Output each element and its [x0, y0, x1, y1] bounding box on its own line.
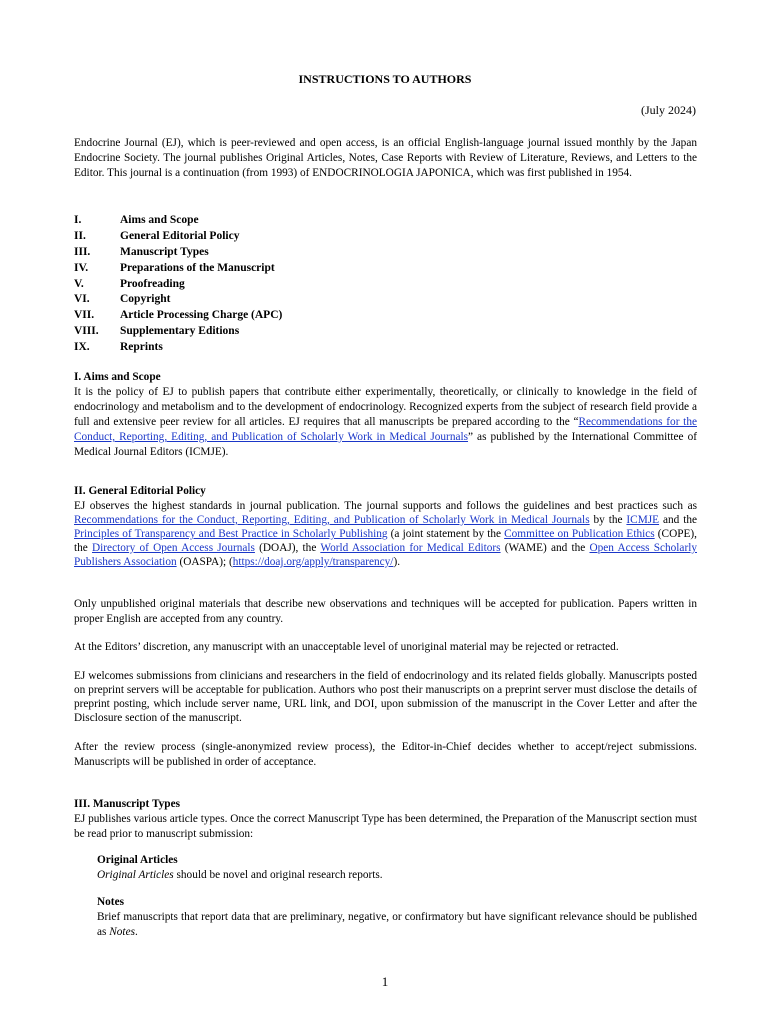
recommendations-link[interactable]: Recommendations for the Conduct, Reporting, Editing, and Publication of Scholarly Work in Medical Journals: [74, 514, 590, 526]
document-title: INSTRUCTIONS TO AUTHORS: [298, 72, 472, 86]
toc-item: II. General Editorial Policy: [74, 229, 240, 242]
notes-block: Notes Brief manuscripts that report data that are preliminary, negative, or confirmatory but have significant relevance should be published as Notes.: [97, 896, 697, 938]
policy-paragraph-2: Only unpublished original materials that describe new observations and techniques will be accepted for publication. Papers written in proper English are accepted from any country.: [74, 598, 697, 625]
cope-link[interactable]: Committee on Publication Ethics: [504, 528, 655, 540]
wame-link[interactable]: World Association for Medical Editors: [320, 542, 501, 554]
policy-paragraph-3: At the Editors’ discretion, any manuscript with an unacceptable level of unoriginal material may be rejected or retracted.: [74, 641, 619, 653]
policy-paragraph-5: After the review process (single-anonymized review process), the Editor-in-Chief decides whether to accept/reject submissions. Manuscripts will be published in order of acceptance.: [74, 741, 697, 768]
policy-paragraph-4: EJ welcomes submissions from clinicians and researchers in the field of endocrinology and its related fields globally. Manuscripts posted on preprint servers will be acceptable for publication. Authors who post their manuscripts on a preprint server must disclose the details of preprint posting, which include server name, URL link, and DOI, upon submission of the manuscript in the Cover Letter and after the Disclosure section of the manuscript.: [74, 670, 697, 724]
section-heading: I. Aims and Scope: [74, 371, 161, 383]
icmje-recommendations-link[interactable]: Recommendations for the Conduct, Reporting, Editing, and Publication of Scholarly Work in Medical Journals: [74, 416, 697, 443]
section-aims-scope: I. Aims and Scope It is the policy of EJ to publish papers that contribute either experimentally, theoretically, or clinically to knowledge in the field of endocrinology and metabolism and to the development of endocrinology. Recognized experts from the subject of research field provide a full and extensive peer review for all articles. EJ requires that all manuscripts be prepared according to the “Recommendations for the Conduct, Reporting, Editing, and Publication of Scholarly Work in Medical Journals” as published by the International Committee of Medical Journal Editors (ICMJE).: [74, 371, 697, 458]
subsection-heading: Notes: [97, 896, 124, 908]
section-editorial-policy: II. General Editorial Policy EJ observes the highest standards in journal publication. The journal supports and follows the guidelines and best practices such as Recommendations for the Conduct, Reporting, Editing, and Publication of Scholarly Work in Medical Journals by the ICMJE and the Principles of Transparency and Best Practice in Scholarly Publishing (a joint statement by the Committee on Publication Ethics (COPE), the Directory of Open Access Journals (DOAJ), the World Association for Medical Editors (WAME) and the Open Access Scholarly Publishers Association (OASPA); (https://doaj.org/apply/transparency/).: [74, 485, 698, 568]
subsection-heading: Original Articles: [97, 854, 178, 866]
section-heading: III. Manuscript Types: [74, 798, 180, 810]
section-manuscript-types: III. Manuscript Types EJ publishes various article types. Once the correct Manuscript Type has been determined, the Preparation of the Manuscript section must be read prior to manuscript submission:: [74, 798, 697, 840]
toc-item: I. Aims and Scope: [74, 214, 199, 226]
doaj-link[interactable]: Directory of Open Access Journals: [92, 542, 255, 554]
toc-item: VIII. Supplementary Editions: [74, 325, 240, 338]
section-heading: II. General Editorial Policy: [74, 485, 206, 497]
document-date: (July 2024): [641, 103, 696, 117]
toc-item: VI. Copyright: [74, 293, 171, 306]
toc-item: IX. Reprints: [74, 341, 163, 354]
doaj-transparency-url-link[interactable]: https://doaj.org/apply/transparency/: [232, 556, 394, 568]
toc-item: V. Proofreading: [74, 277, 185, 290]
intro-paragraph: Endocrine Journal (EJ), which is peer-reviewed and open access, is an official English-language journal issued monthly by the Japan Endocrine Society. The journal publishes Original Articles, Notes, Case Reports with Review of Literature, Reviews, and Letters to the Editor. This journal is a continuation (from 1993) of ENDOCRINOLOGIA JAPONICA, which was first published in 1954.: [74, 137, 697, 179]
original-articles-block: Original Articles Original Articles should be novel and original research reports.: [97, 853, 697, 883]
toc-item: III. Manuscript Types: [74, 245, 209, 258]
toc-item: IV. Preparations of the Manuscript: [74, 261, 275, 274]
toc-item: VII. Article Processing Charge (APC): [74, 309, 283, 322]
table-of-contents: [74, 214, 474, 357]
icmje-link[interactable]: ICMJE: [626, 514, 660, 526]
oaspa-link[interactable]: Open Access Scholarly Publishers Association: [74, 542, 697, 568]
page-number: 1: [381, 974, 389, 989]
principles-transparency-link[interactable]: Principles of Transparency and Best Practice in Scholarly Publishing: [74, 528, 388, 540]
